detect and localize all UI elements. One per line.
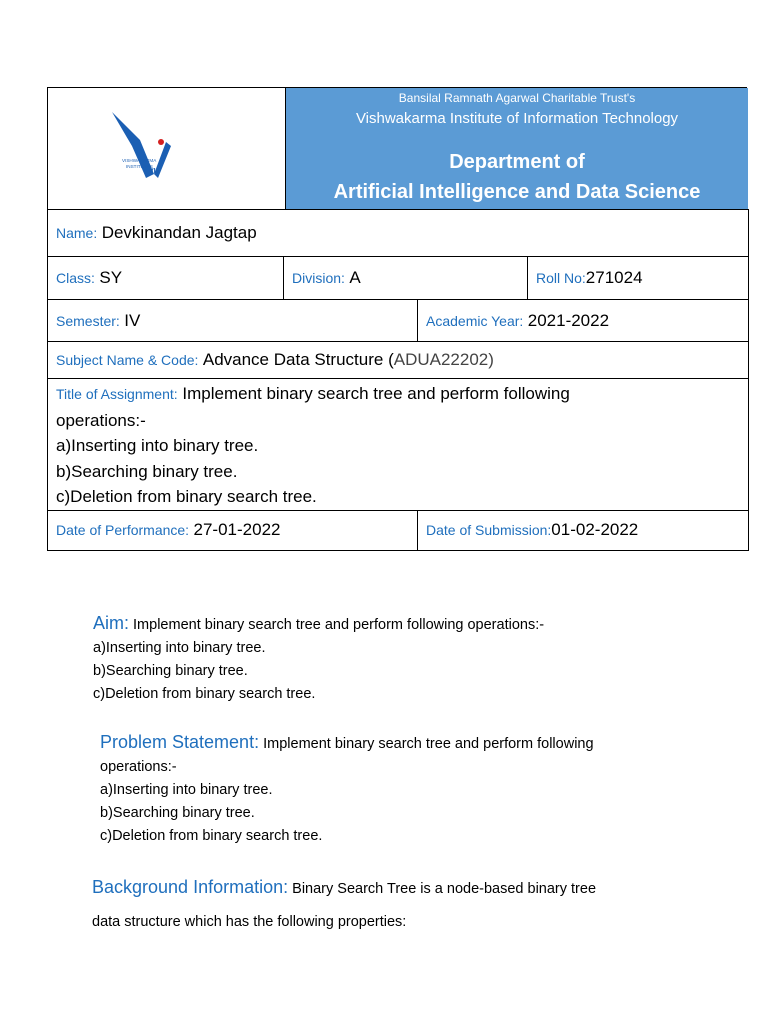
roll-value: 271024 <box>585 268 643 287</box>
class-label: Class: <box>56 270 95 286</box>
logo-text-bottom: INSTITUTES <box>126 164 153 169</box>
logo-text-top: VISHWAKARMA <box>122 158 157 163</box>
class-value: SY <box>99 268 123 287</box>
department-line-2: Artificial Intelligence and Data Science <box>333 181 701 203</box>
problem-line: a)Inserting into binary tree. <box>100 782 273 798</box>
academic-year-value: 2021-2022 <box>527 310 610 330</box>
assignment-line: a)Inserting into binary tree. <box>56 436 259 455</box>
performance-value: 27-01-2022 <box>193 520 281 539</box>
trust-name: Bansilal Ramnath Agarwal Charitable Trust's <box>398 91 636 105</box>
background-text: Binary Search Tree is a node-based binary tree <box>292 881 597 897</box>
problem-text: Implement binary search tree and perform following <box>263 736 594 752</box>
problem-section <box>100 731 594 848</box>
semester-row <box>48 300 749 342</box>
background-heading: Background Information: <box>92 877 289 897</box>
background-section <box>92 871 596 939</box>
title-cell <box>285 88 748 210</box>
institute-logo <box>48 88 285 210</box>
aim-line: c)Deletion from binary search tree. <box>93 686 316 702</box>
aim-line: a)Inserting into binary tree. <box>93 640 266 656</box>
department-line-1: Department of <box>449 151 585 173</box>
academic-year-label: Academic Year: <box>426 312 524 329</box>
subject-row <box>48 342 749 379</box>
problem-line: b)Searching binary tree. <box>100 805 255 821</box>
logo-mark: VI <box>149 168 156 175</box>
problem-line: c)Deletion from binary search tree. <box>100 828 323 844</box>
aim-line: b)Searching binary tree. <box>93 663 248 679</box>
division-label: Division: <box>292 270 345 286</box>
info-table <box>47 209 749 551</box>
division-value: A <box>349 268 361 287</box>
assignment-title: Implement binary search tree and perform following <box>182 384 570 403</box>
semester-label: Semester: <box>56 312 120 329</box>
class-row <box>48 257 749 300</box>
document-header <box>47 87 747 209</box>
assignment-line: operations:- <box>56 410 146 430</box>
submission-label: Date of Submission: <box>426 522 552 538</box>
problem-heading: Problem Statement: <box>100 732 260 752</box>
assignment-row <box>48 379 749 511</box>
subject-code: ADUA22202) <box>393 350 494 369</box>
dates-row <box>48 510 749 550</box>
aim-section <box>93 612 544 706</box>
name-value: Devkinandan Jagtap <box>101 223 257 242</box>
name-label: Name: <box>56 225 98 241</box>
assignment-line: b)Searching binary tree. <box>56 461 238 481</box>
semester-value: IV <box>124 310 141 330</box>
performance-label: Date of Performance: <box>56 522 190 538</box>
logo-cell <box>48 88 285 210</box>
problem-line: operations:- <box>100 759 177 775</box>
submission-value: 01-02-2022 <box>551 520 639 539</box>
aim-text: Implement binary search tree and perform following operations:- <box>133 617 545 633</box>
assignment-line: c)Deletion from binary search tree. <box>56 487 317 506</box>
subject-value: Advance Data Structure ( <box>202 350 394 369</box>
name-row <box>48 210 749 257</box>
assignment-label: Title of Assignment: <box>56 386 178 402</box>
roll-label: Roll No: <box>536 270 586 286</box>
background-line: data structure which has the following properties: <box>92 914 407 930</box>
aim-heading: Aim: <box>93 613 129 633</box>
subject-label: Subject Name & Code: <box>56 352 199 368</box>
institute-name: Vishwakarma Institute of Information Technology <box>355 110 679 127</box>
